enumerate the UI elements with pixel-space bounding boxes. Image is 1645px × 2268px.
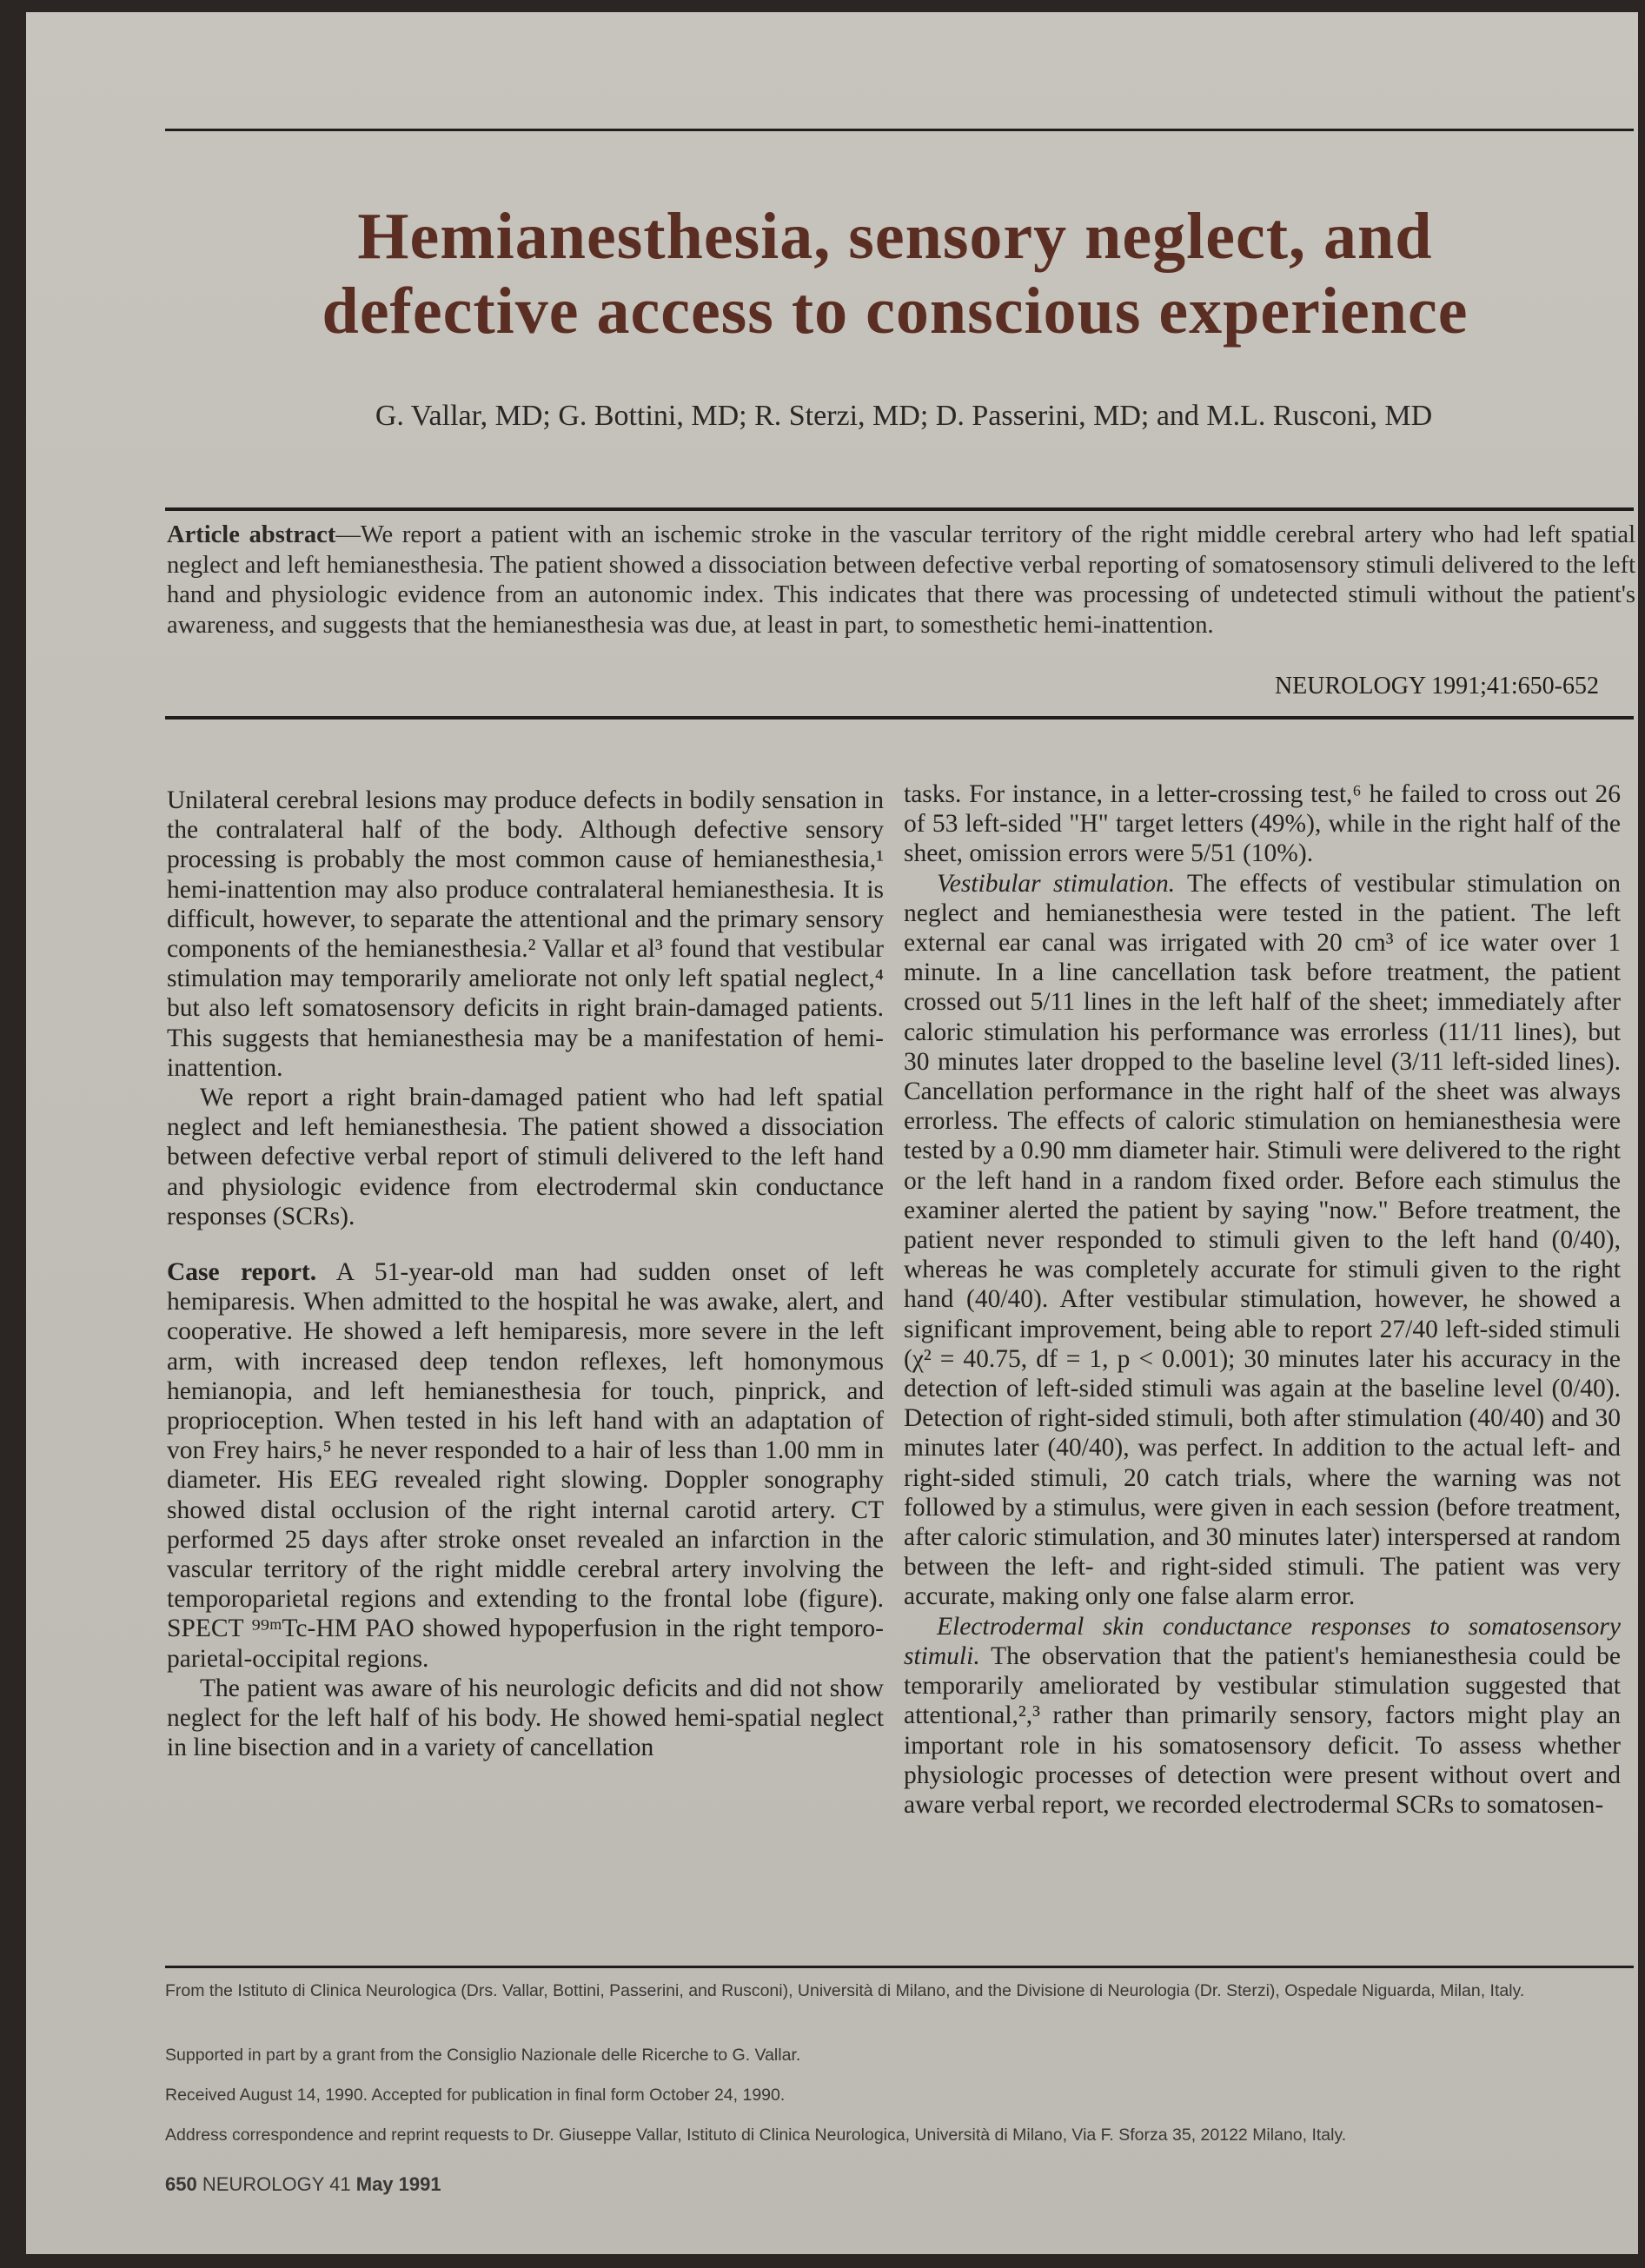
electrodermal-text: The observation that the patient's hemianesthesia could be temporarily ameliorated by vestibular stimulation suggested that attentional,²,³ rather than primarily sensory, factors might play an important role in his somatosensory deficit. To assess whether physiologic processes of detection were present without overt and aware verbal report, we recorded electrodermal SCRs to somatosen- xyxy=(904,1641,1621,1819)
footer-date: May 1991 xyxy=(355,2173,441,2195)
electrodermal-paragraph xyxy=(904,1612,1621,1820)
abstract-text: —We report a patient with an ischemic stroke in the vascular territory of the right middle cerebral artery who had left spatial neglect and left hemianesthesia. The patient showed a dissociation between defective verbal reporting of somatosensory stimuli delivered to the left hand and physiologic evidence from an autonomic index. This indicates that there was processing of undetected stimuli without the patient's awareness, and suggests that the hemianesthesia was due, at least in part, to somesthetic hemi-inattention. xyxy=(167,521,1635,639)
journal-citation: NEUROLOGY 1991;41:650-652 xyxy=(1274,673,1599,700)
case-paragraph-2: The patient was aware of his neurologic deficits and did not show neglect for the left half of his body. He showed hemi-spatial neglect in line bisection and in a variety of cancellation xyxy=(167,1674,884,1762)
intro-paragraph: Unilateral cerebral lesions may produce defects in bodily sensation in the contralateral half of the body. Although defective sensory processing is probably the most common cause of hemianesthesia,¹ hemi-inattention may also produce contralateral hemianesthesia. It is difficult, however, to separate the attentional and the primary sensory components of the hemianesthesia.² Vallar et al³ found that vestibular stimulation may temporarily ameliorate not only left spatial neglect,⁴ but also left somatosensory deficits in right brain-damaged patients. This suggests that hemianesthesia may be a manifestation of hemi-inattention. xyxy=(167,786,884,1082)
case-report-paragraph xyxy=(167,1257,884,1674)
left-column xyxy=(167,786,884,1763)
top-rule xyxy=(165,129,1634,131)
footnote-rule xyxy=(165,1966,1634,1968)
vestibular-heading: Vestibular stimulation. xyxy=(937,869,1176,898)
electrodermal-heading: Electrodermal skin conductance responses to somatosensory stimuli. xyxy=(904,1612,1621,1670)
footnote-support: Supported in part by a grant from the Consiglio Nazionale delle Ricerche to G. Vallar. xyxy=(165,2046,801,2065)
vestibular-paragraph xyxy=(904,869,1621,1612)
footnote-affiliation: From the Istituto di Clinica Neurologica (Drs. Vallar, Bottini, Passerini, and Rusconi), Università di Milano, and the Divisione di Neurologia (Dr. Sterzi), Ospedale Niguarda, Milan, Italy. xyxy=(165,1981,1525,2000)
abstract-label: Article abstract xyxy=(167,521,336,548)
footer-journal: NEUROLOGY 41 xyxy=(202,2173,351,2195)
article-abstract xyxy=(167,521,1635,640)
title-line-1: Hemianesthesia, sensory neglect, and xyxy=(357,200,1433,273)
abstract-bottom-rule xyxy=(165,716,1634,720)
footnote-address: Address correspondence and reprint requests to Dr. Giuseppe Vallar, Istituto di Clinica Neurologica, Università di Milano, Via F. Sforza 35, 20122 Milano, Italy. xyxy=(165,2125,1347,2145)
case-report-text: A 51-year-old man had sudden onset of left hemiparesis. When admitted to the hospital he was awake, alert, and cooperative. He showed a left hemiparesis, more severe in the left arm, with increased deep tendon reflexes, left homonymous hemianopia, and left hemianesthesia for touch, pinprick, and proprioception. When tested in his left hand with an adaptation of von Frey hairs,⁵ he never responded to a hair of less than 1.00 mm in diameter. His EEG revealed right slowing. Doppler sonography showed distal occlusion of the right internal carotid artery. CT performed 25 days after stroke onset revealed an infarction in the vascular territory of the right middle cerebral artery involving the temporoparietal regions and extending to the frontal lobe (figure). SPECT ⁹⁹ᵐTc-HM PAO showed hypoperfusion in the right temporo-parietal-occipital regions. xyxy=(167,1258,884,1673)
page-number: 650 xyxy=(165,2173,197,2195)
intro-paragraph-2: We report a right brain-damaged patient who had left spatial neglect and left hemianesthesia. The patient showed a dissociation between defective verbal report of stimuli delivered to the left hand and physiologic evidence from electrodermal skin conductance responses (SCRs). xyxy=(167,1084,884,1230)
vestibular-text: The effects of vestibular stimulation on neglect and hemianesthesia were tested in the patient. The left external ear canal was irrigated with 20 cm³ of ice water over 1 minute. In a line cancellation task before treatment, the patient crossed out 5/11 lines in the left half of the sheet; immediately after caloric stimulation his performance was errorless (11/11 lines), but 30 minutes later dropped to the baseline level (3/11 left-sided lines). Cancellation performance in the right half of the sheet was always errorless. The effects of caloric stimulation on hemianesthesia were tested by a 0.90 mm diameter hair. Stimuli were delivered to the right or the left hand in a random fixed order. Before each stimulus the examiner alerted the patient by saying "now." Before treatment, the patient never responded to stimuli given to the left hand (0/40), whereas he was completely accurate for stimuli given to the right hand (40/40). After vestibular stimulation, however, he showed a significant improvement, being able to report 27/40 left-sided stimuli (χ² = 40.75, df = 1, p < 0.001); 30 minutes later his accuracy in the detection of left-sided stimuli was again at the baseline level (0/40). Detection of right-sided stimuli, both after stimulation (40/40) and 30 minutes later (40/40), was perfect. In addition to the actual left- and right-sided stimuli, 20 catch trials, where the warning was not followed by a stimulus, were given in each session (before treatment, after caloric stimulation, and 30 minutes later) interspersed at random between the left- and right-sided stimuli. The patient was very accurate, making only one false alarm error. xyxy=(904,869,1621,1611)
footnote-received: Received August 14, 1990. Accepted for publication in final form October 24, 1990. xyxy=(165,2086,786,2105)
abstract-top-rule xyxy=(165,507,1634,511)
journal-page xyxy=(26,12,1638,2254)
title-line-2: defective access to conscious experience xyxy=(322,275,1469,348)
page-footer xyxy=(165,2173,441,2196)
right-column xyxy=(904,779,1621,1820)
article-title xyxy=(182,199,1608,348)
case-report-heading: Case report. xyxy=(167,1258,317,1287)
author-list: G. Vallar, MD; G. Bottini, MD; R. Sterzi, MD; D. Passerini, MD; and M.L. Rusconi, MD xyxy=(375,400,1433,432)
continued-paragraph: tasks. For instance, in a letter-crossing test,⁶ he failed to cross out 26 of 53 left-sided "H" target letters (49%), while in the right half of the sheet, omission errors were 5/51 (10%). xyxy=(904,780,1621,868)
